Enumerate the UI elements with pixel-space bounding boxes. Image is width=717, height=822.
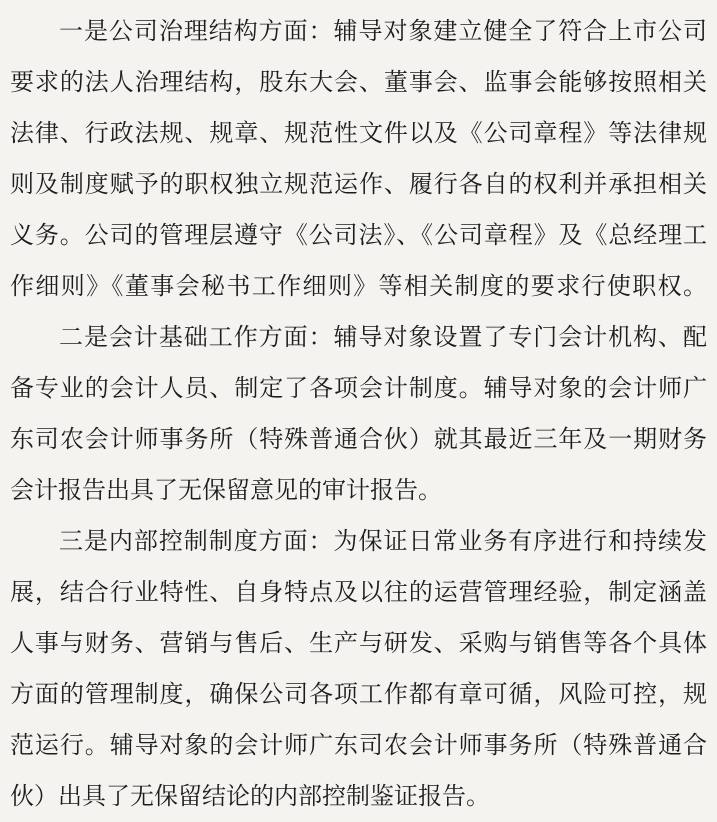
text-line: 人事与财务、营销与售后、生产与研发、采购与销售等各个具体 xyxy=(10,629,707,657)
text-line: 二是会计基础工作方面：辅导对象设置了专门会计机构、配 xyxy=(59,323,707,351)
text-line: 备专业的会计人员、制定了各项会计制度。辅导对象的会计师广 xyxy=(10,374,707,402)
text-line: 三是内部控制制度方面：为保证日常业务有序进行和持续发 xyxy=(59,527,707,555)
text-line: 展，结合行业特性、自身特点及以往的运营管理经验，制定涵盖 xyxy=(10,578,707,606)
text-line: 则及制度赋予的职权独立规范运作、履行各自的权利并承担相关 xyxy=(10,170,707,198)
paragraph-accounting xyxy=(10,312,707,516)
text-line: 作细则》《董事会秘书工作细则》等相关制度的要求行使职权。 xyxy=(10,272,707,300)
text-line: 范运行。辅导对象的会计师广东司农会计师事务所（特殊普通合 xyxy=(10,731,707,759)
text-line: 东司农会计师事务所（特殊普通合伙）就其最近三年及一期财务 xyxy=(10,425,707,453)
text-line: 一是公司治理结构方面：辅导对象建立健全了符合上市公司 xyxy=(59,17,707,45)
text-line: 义务。公司的管理层遵守《公司法》、《公司章程》及《总经理工 xyxy=(10,221,707,249)
paragraph-governance xyxy=(10,6,707,312)
text-line: 方面的管理制度，确保公司各项工作都有章可循，风险可控，规 xyxy=(10,680,707,708)
text-line: 要求的法人治理结构，股东大会、董事会、监事会能够按照相关 xyxy=(10,68,707,96)
paragraph-internal-control xyxy=(10,516,707,822)
text-line: 伙）出具了无保留结论的内部控制鉴证报告。 xyxy=(10,782,490,810)
text-line: 法律、行政法规、规章、规范性文件以及《公司章程》等法律规 xyxy=(10,119,707,147)
text-line: 会计报告出具了无保留意见的审计报告。 xyxy=(10,476,442,504)
